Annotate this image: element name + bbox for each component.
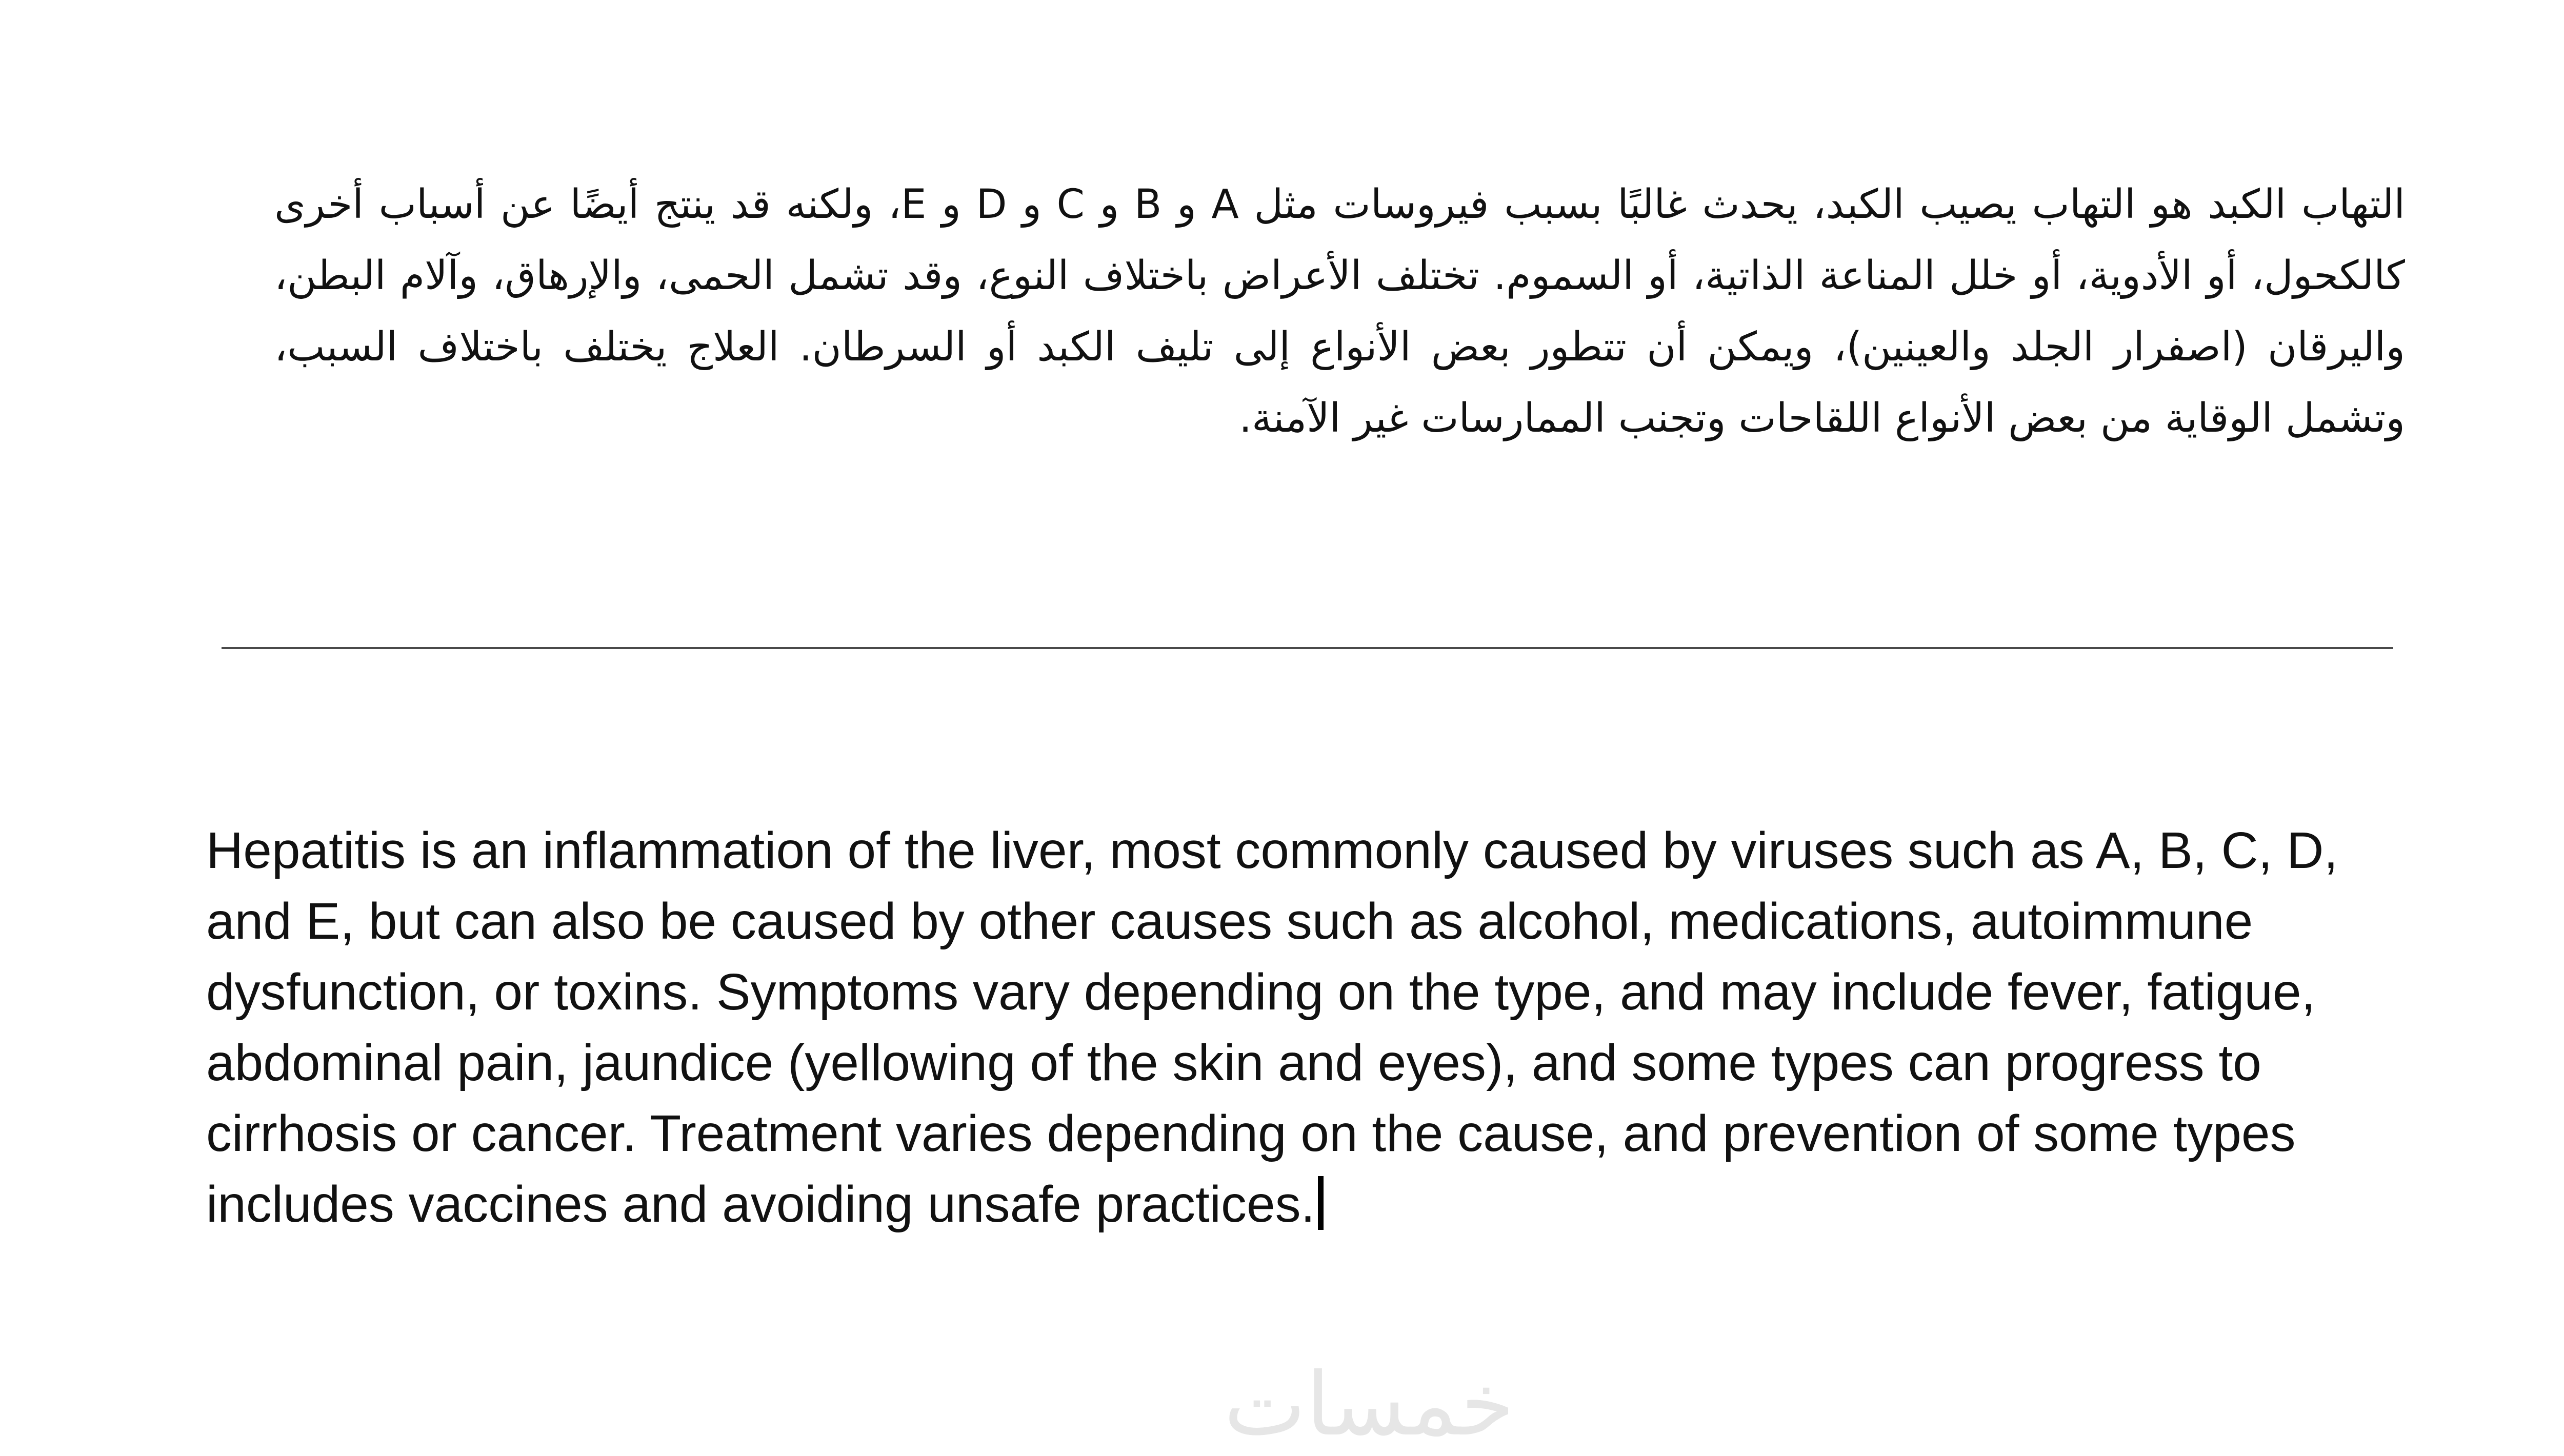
text-cursor (1318, 1176, 1324, 1230)
horizontal-divider (222, 647, 2393, 649)
english-paragraph[interactable] (206, 815, 2411, 1240)
arabic-paragraph[interactable]: التهاب الكبد هو التهاب يصيب الكبد، يحدث غالبًا بسبب فيروسات مثل A و B و C و D و E، ولكنه قد ينتج أيضًا عن أسباب أخرى كالكحول، أو الأدوية، أو خلل المناعة الذاتية، أو السموم. تختلف الأعراض باختلاف النوع، وقد تشمل الحمى، والإرهاق، وآلام البطن، واليرقان (اصفرار الجلد والعينين)، ويمكن أن تتطور بعض الأنواع إلى تليف الكبد أو السرطان. العلاج يختلف باختلاف السبب، وتشمل الوقاية من بعض الأنواع اللقاحات وتجنب الممارسات غير الآمنة. (274, 181, 2405, 441)
watermark-logo: خمسات (1224, 1354, 1515, 1455)
english-paragraph-text: Hepatitis is an inflammation of the liver, most commonly caused by viruses such as A, B, C, D, and E, but can also be caused by other causes such as alcohol, medications, autoimmune dysfunction, or toxins. Symptoms vary depending on the type, and may include fever, fatigue, abdominal pain, jaundice (yellowing of the skin and eyes), and some types can progress to cirrhosis or cancer. Treatment varies depending on the cause, and prevention of some types includes vaccines and avoiding unsafe practices. (206, 822, 2338, 1233)
